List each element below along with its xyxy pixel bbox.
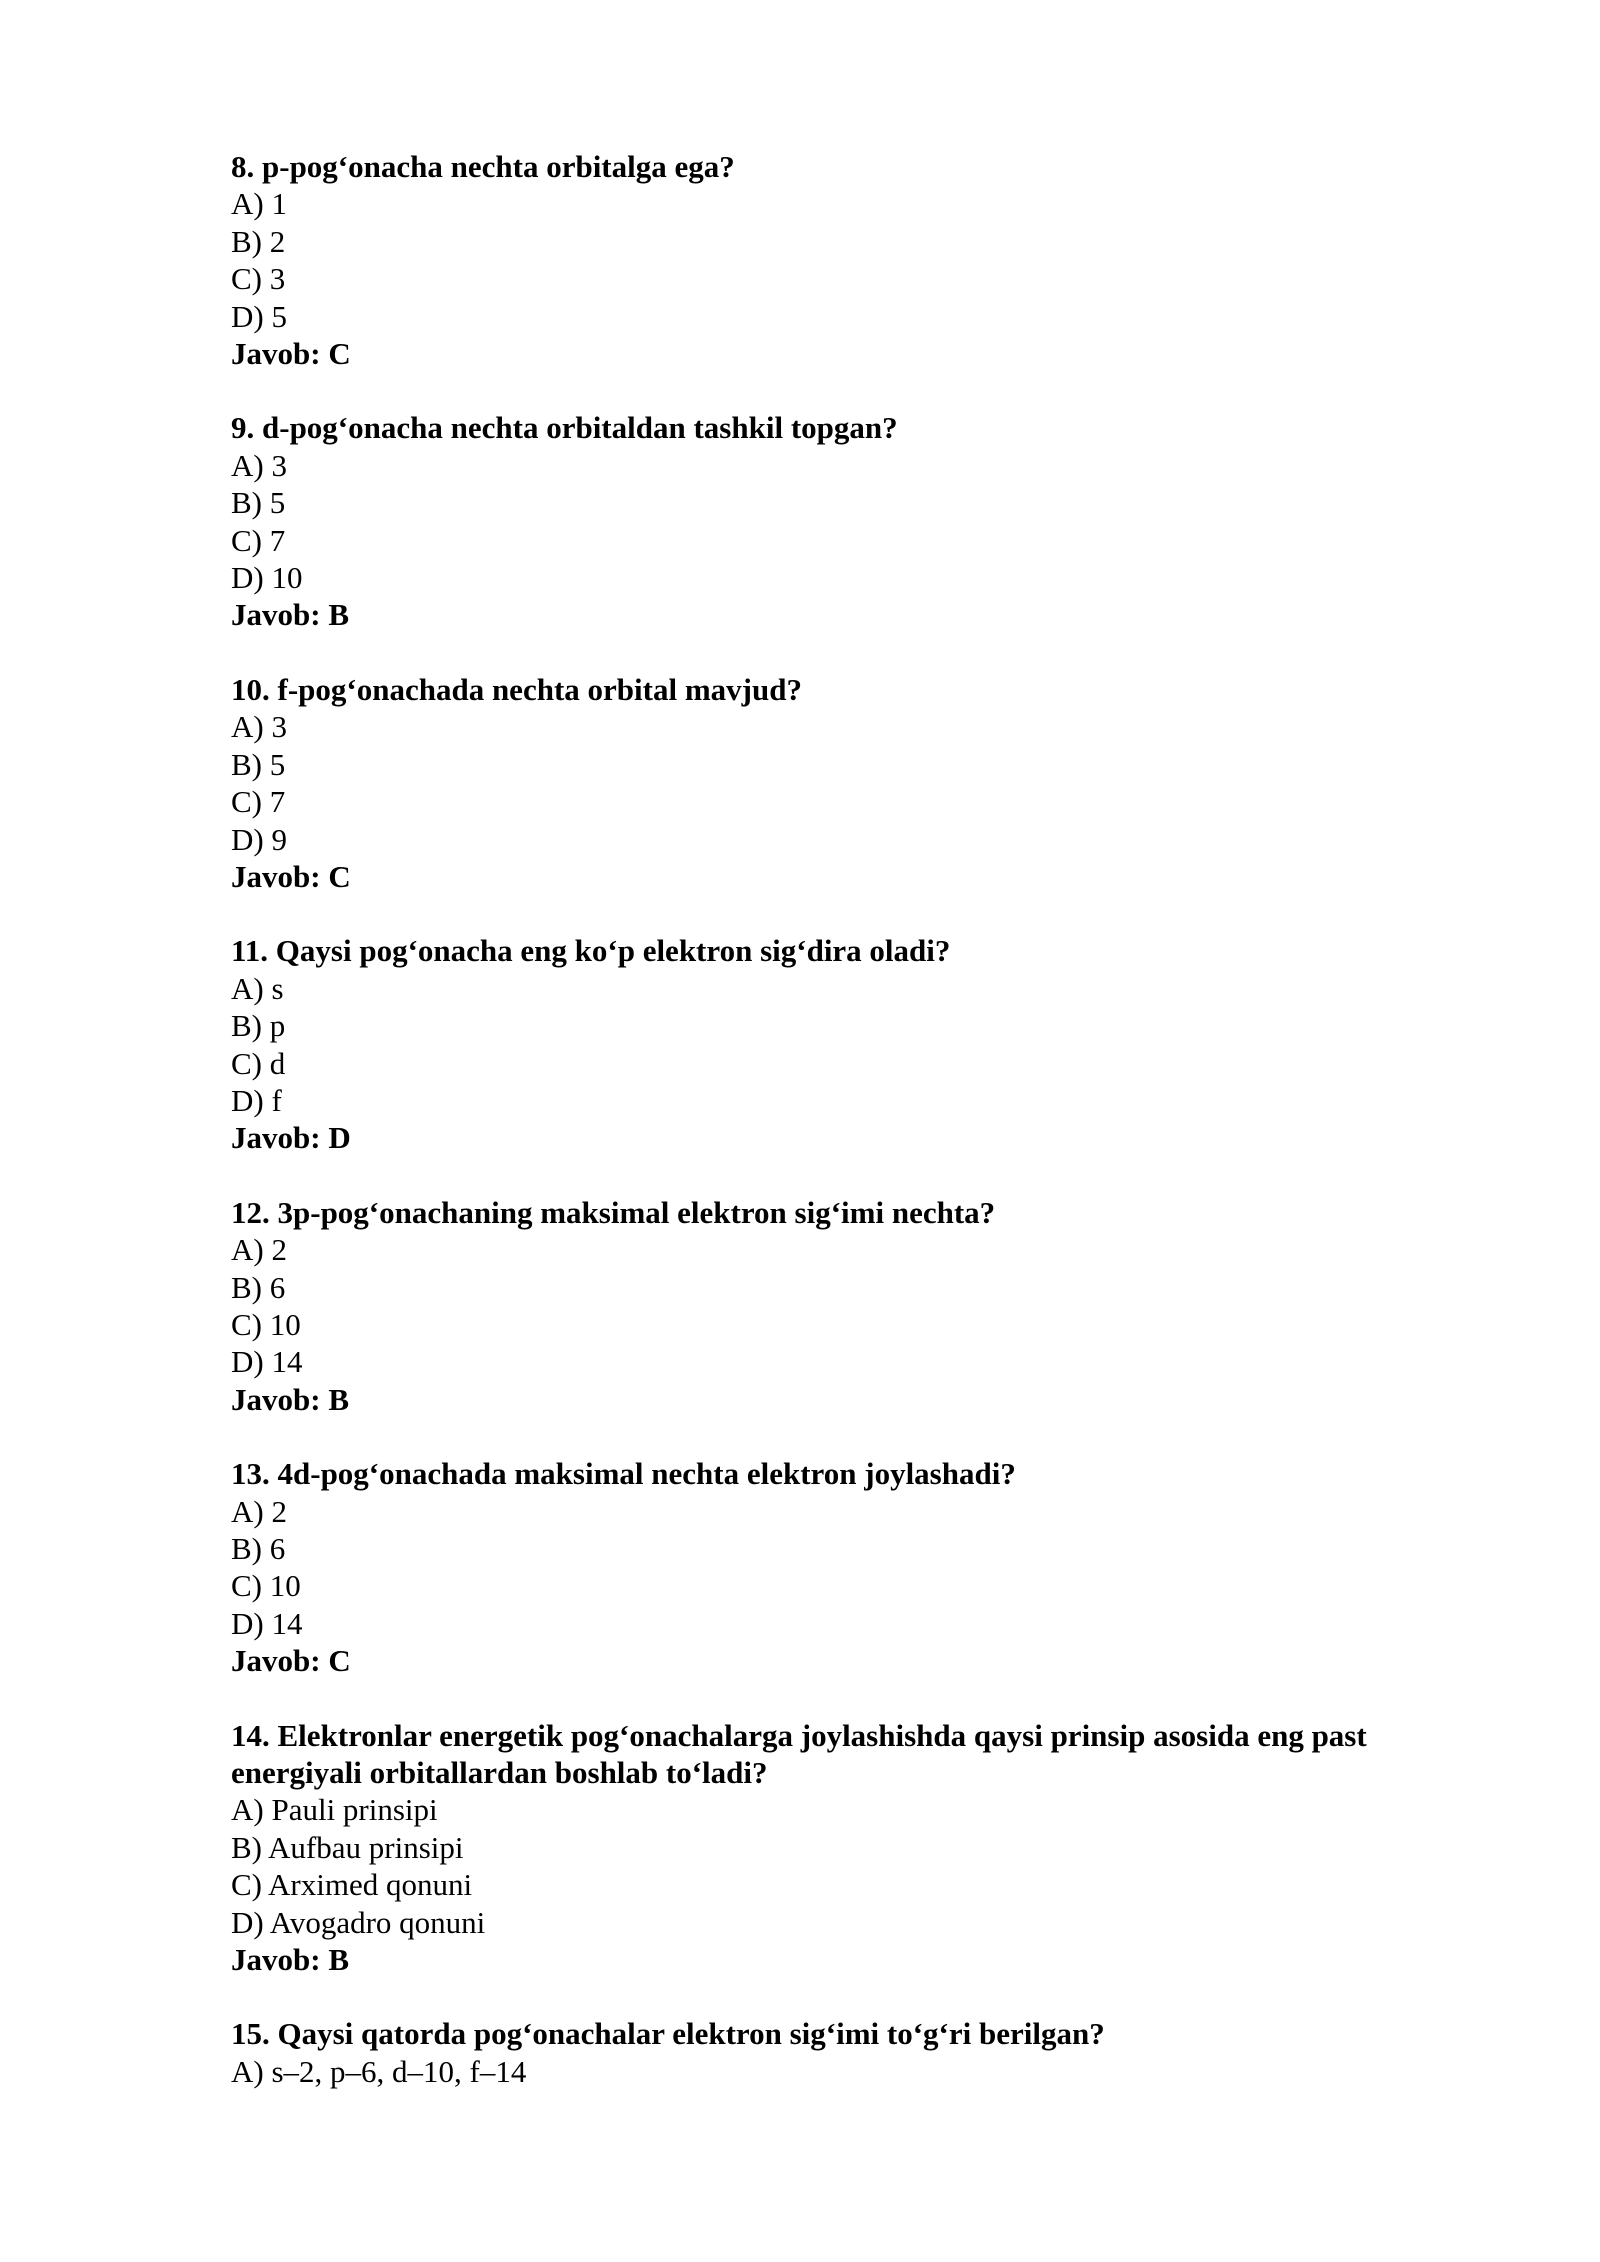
option-b: B) 5: [231, 485, 286, 521]
option-d: D) 14: [231, 1605, 303, 1641]
answer-line: Javob: C: [231, 858, 351, 894]
option-c: C) 7: [231, 522, 286, 558]
question-title: 8. p-pog‘onacha nechta orbitalga ega?: [231, 149, 735, 184]
question-11: [231, 932, 1431, 1156]
option-a: A) 2: [231, 1232, 287, 1268]
option-c: C) Arximed qonuni: [231, 1867, 473, 1903]
option-d: D) f: [231, 1082, 282, 1118]
question-title: 15. Qaysi qatorda pog‘onachalar elektron sig‘imi to‘g‘ri berilgan?: [231, 2016, 1105, 2052]
answer-line: Javob: B: [231, 1381, 349, 1417]
option-b: B) 5: [231, 746, 286, 782]
option-a: A) 2: [231, 1493, 287, 1529]
question-13: [231, 1455, 1431, 1679]
option-a: A) s: [231, 970, 284, 1006]
question-14: [231, 1717, 1431, 1979]
question-8: [231, 148, 1431, 372]
question-title: 14. Elektronlar energetik pog‘onachalarga joylashishda qaysi prinsip asosida eng past energiyali orbitallardan boshlab to‘ladi?: [231, 1717, 1375, 1791]
option-c: C) 10: [231, 1568, 301, 1604]
question-title: 12. 3p-pog‘onachaning maksimal elektron sig‘imi nechta?: [231, 1194, 996, 1230]
question-title: 9. d-pog‘onacha nechta orbitaldan tashkil topgan?: [231, 410, 898, 446]
option-a: A) 1: [231, 186, 287, 222]
option-a: A) Pauli prinsipi: [231, 1792, 438, 1828]
option-b: B) p: [231, 1008, 286, 1044]
question-12: [231, 1194, 1431, 1418]
option-d: D) 5: [231, 298, 287, 334]
answer-line: Javob: C: [231, 1643, 351, 1679]
option-b: B) 6: [231, 1269, 286, 1305]
question-9: [231, 409, 1431, 633]
option-a: A) 3: [231, 447, 287, 483]
option-a: A) s–2, p–6, d–10, f–14: [231, 2053, 527, 2089]
option-c: C) 10: [231, 1306, 301, 1342]
answer-line: Javob: D: [231, 1120, 351, 1156]
option-d: D) 10: [231, 560, 303, 596]
option-c: C) d: [231, 1045, 286, 1081]
answer-line: Javob: B: [231, 1942, 349, 1978]
option-c: C) 7: [231, 784, 286, 820]
answer-line: Javob: C: [231, 336, 351, 372]
answer-line: Javob: B: [231, 597, 349, 633]
question-title: 13. 4d-pog‘onachada maksimal nechta elektron joylashadi?: [231, 1456, 1016, 1492]
document-page: [231, 148, 1431, 2127]
question-15: [231, 2015, 1431, 2090]
option-d: D) Avogadro qonuni: [231, 1904, 486, 1940]
option-d: D) 9: [231, 821, 287, 857]
option-c: C) 3: [231, 261, 286, 297]
question-10: [231, 671, 1431, 895]
option-d: D) 14: [231, 1344, 303, 1380]
option-b: B) Aufbau prinsipi: [231, 1829, 464, 1865]
option-b: B) 2: [231, 223, 286, 259]
question-title: 10. f-pog‘onachada nechta orbital mavjud?: [231, 671, 802, 707]
question-title: 11. Qaysi pog‘onacha eng ko‘p elektron sig‘dira oladi?: [231, 933, 951, 969]
option-b: B) 6: [231, 1531, 286, 1566]
option-a: A) 3: [231, 709, 287, 745]
